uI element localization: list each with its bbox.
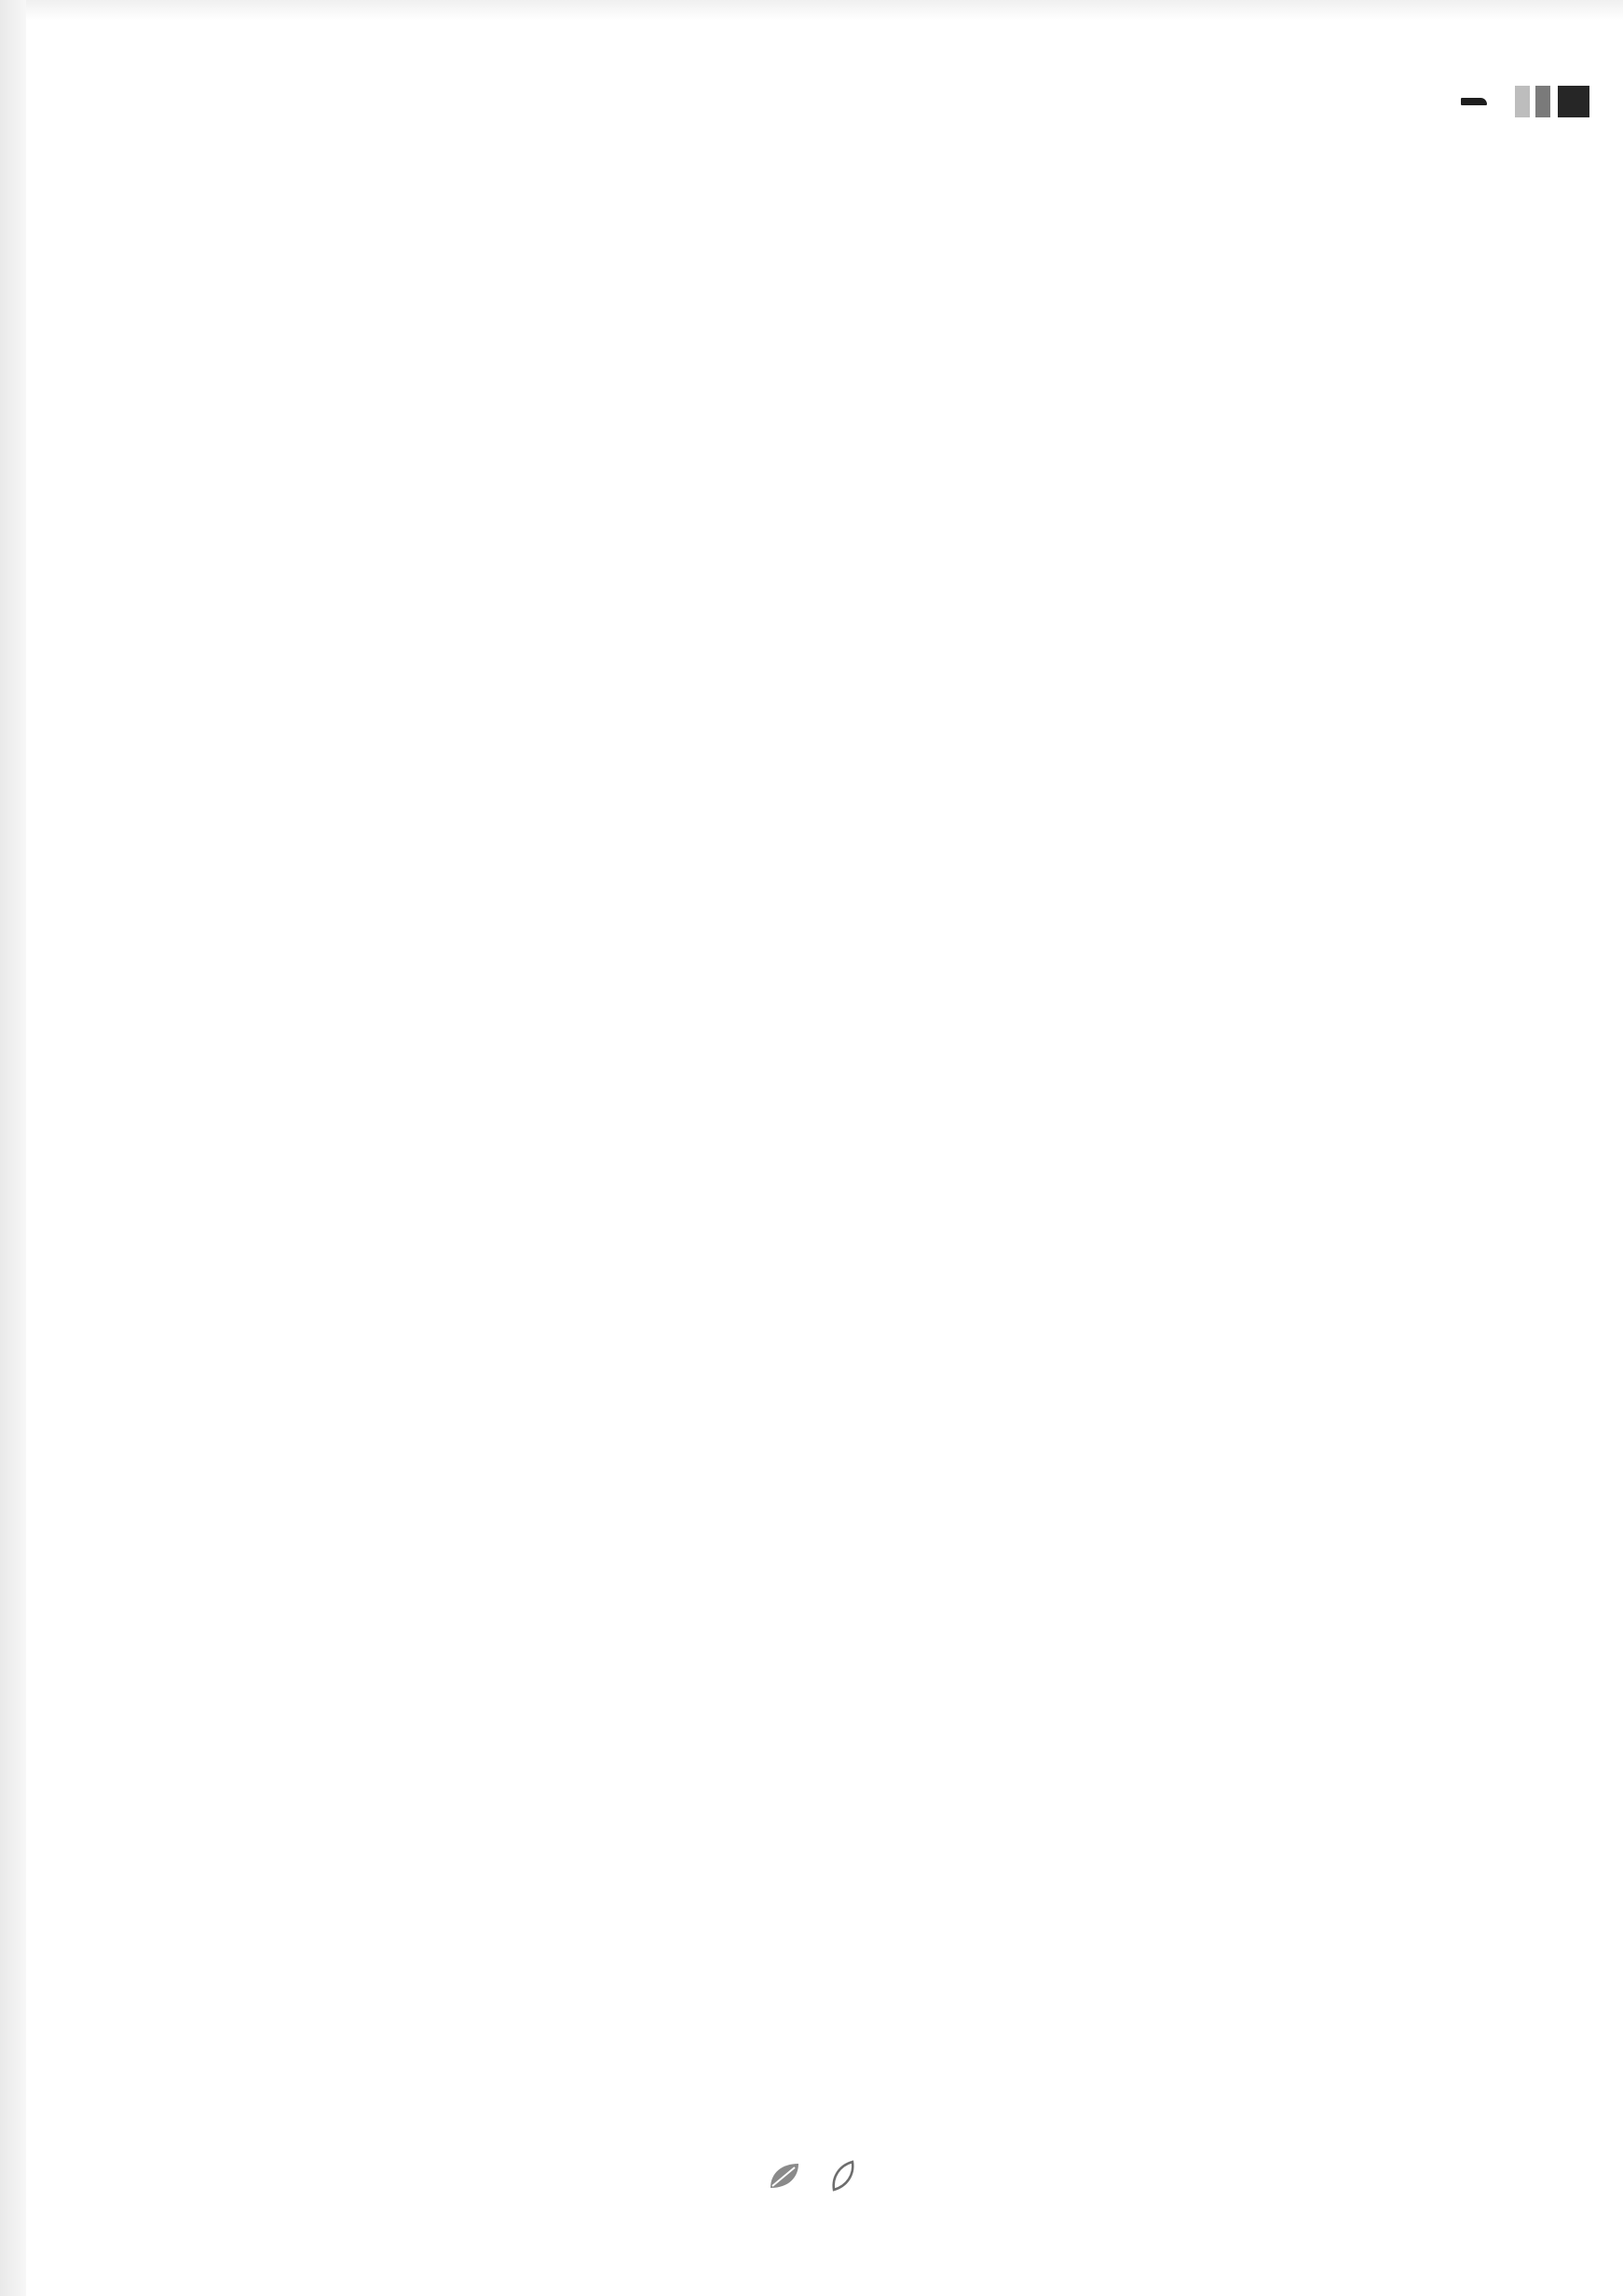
header-bar-light: [1515, 86, 1530, 117]
grade-badge: [1461, 98, 1487, 105]
page-binding-shadow: [0, 0, 26, 2296]
leaf-left-icon: [767, 2160, 804, 2195]
page-top-shadow: [0, 0, 1623, 20]
module-heading: [0, 1970, 1623, 2007]
leaf-right-icon: [828, 2160, 856, 2195]
page-footer: [0, 2160, 1623, 2195]
page-header: [1461, 78, 1589, 125]
header-bar-mid: [1535, 86, 1550, 117]
header-bar-dark: [1558, 86, 1589, 117]
